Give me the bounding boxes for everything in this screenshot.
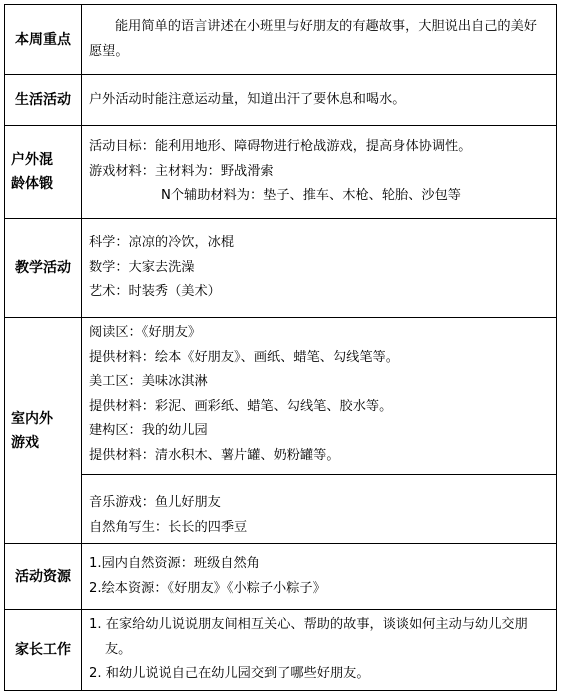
art-materials-line: 提供材料：彩泥、画彩纸、蜡笔、勾线笔、胶水等。 (89, 398, 393, 414)
life-activity-text: 户外活动时能注意运动量，知道出汗了要休息和喝水。 (89, 91, 406, 107)
outdoor-exercise-label-line-1: 户外混 (11, 152, 53, 168)
games-label-line-2: 游戏 (11, 434, 39, 451)
weekly-focus-content (82, 5, 557, 75)
parent-work-item-2: 2. 和幼儿说说自己在幼儿园交到了哪些好朋友。 (89, 666, 370, 681)
activity-resources-content (82, 544, 557, 610)
row-activity-resources (5, 544, 557, 610)
outdoor-goal-line: 活动目标：能利用地形、障碍物进行枪战游戏，提高身体协调性。 (89, 139, 472, 155)
row-parent-work (5, 610, 557, 691)
building-area-line: 建构区：我的幼儿园 (89, 423, 208, 438)
life-activity-content (82, 75, 557, 126)
teaching-science-line: 科学：凉凉的冷饮，冰棍 (89, 235, 235, 251)
teaching-activity-label: 教学活动 (5, 219, 82, 318)
row-weekly-focus (5, 5, 557, 75)
weekly-plan-table (4, 4, 557, 691)
parent-work-label: 家长工作 (5, 610, 82, 691)
outdoor-exercise-label (5, 126, 82, 219)
row-life-activity (5, 75, 557, 126)
music-game-line: 音乐游戏：鱼儿好朋友 (89, 495, 221, 510)
outdoor-exercise-label-line-2: 龄体锻 (11, 176, 53, 192)
row-teaching-activity (5, 219, 557, 318)
games-divider (82, 474, 556, 475)
games-content (82, 318, 557, 544)
teaching-activity-content (82, 219, 557, 318)
outdoor-main-material-line: 游戏材料：主材料为：野战滑索 (89, 163, 274, 179)
nature-sketch-line: 自然角写生：长长的四季豆 (89, 519, 248, 535)
outdoor-aux-material-line: N个辅助材料为：垫子、推车、木枪、轮胎、沙包等 (161, 188, 461, 204)
art-area-line: 美工区：美味冰淇淋 (89, 374, 208, 389)
outdoor-exercise-content (82, 126, 557, 219)
resource-nature-line: 1.园内自然资源：班级自然角 (89, 556, 260, 571)
weekly-focus-label: 本周重点 (5, 5, 82, 75)
resource-books-line: 2.绘本资源：《好朋友》《小粽子小粽子》 (89, 580, 326, 596)
reading-area-line: 阅读区：《好朋友》 (89, 325, 202, 340)
activity-resources-label: 活动资源 (5, 544, 82, 610)
teaching-math-line: 数学：大家去洗澡 (89, 259, 195, 275)
parent-work-content (82, 610, 557, 691)
games-spacer (89, 479, 550, 491)
games-label (5, 318, 82, 544)
row-outdoor-exercise (5, 126, 557, 219)
row-indoor-outdoor-games (5, 318, 557, 544)
reading-materials-line: 提供材料：绘本《好朋友》、画纸、蜡笔、勾线笔等。 (89, 349, 399, 365)
weekly-focus-text: 能用简单的语言讲述在小班里与好朋友的有趣故事，大胆说出自己的美好愿望。 (89, 19, 537, 59)
life-activity-label: 生活活动 (5, 75, 82, 126)
games-label-line-1: 室内外 (11, 410, 53, 427)
building-materials-line: 提供材料：清水积木、薯片罐、奶粉罐等。 (89, 447, 340, 463)
parent-work-item-1: 1. 在家给幼儿说说朋友间相互关心、帮助的故事，谈谈如何主动与幼儿交朋友。 (89, 617, 528, 657)
weekly-plan-sheet (4, 4, 557, 691)
teaching-art-line: 艺术：时装秀（美术） (89, 284, 221, 300)
